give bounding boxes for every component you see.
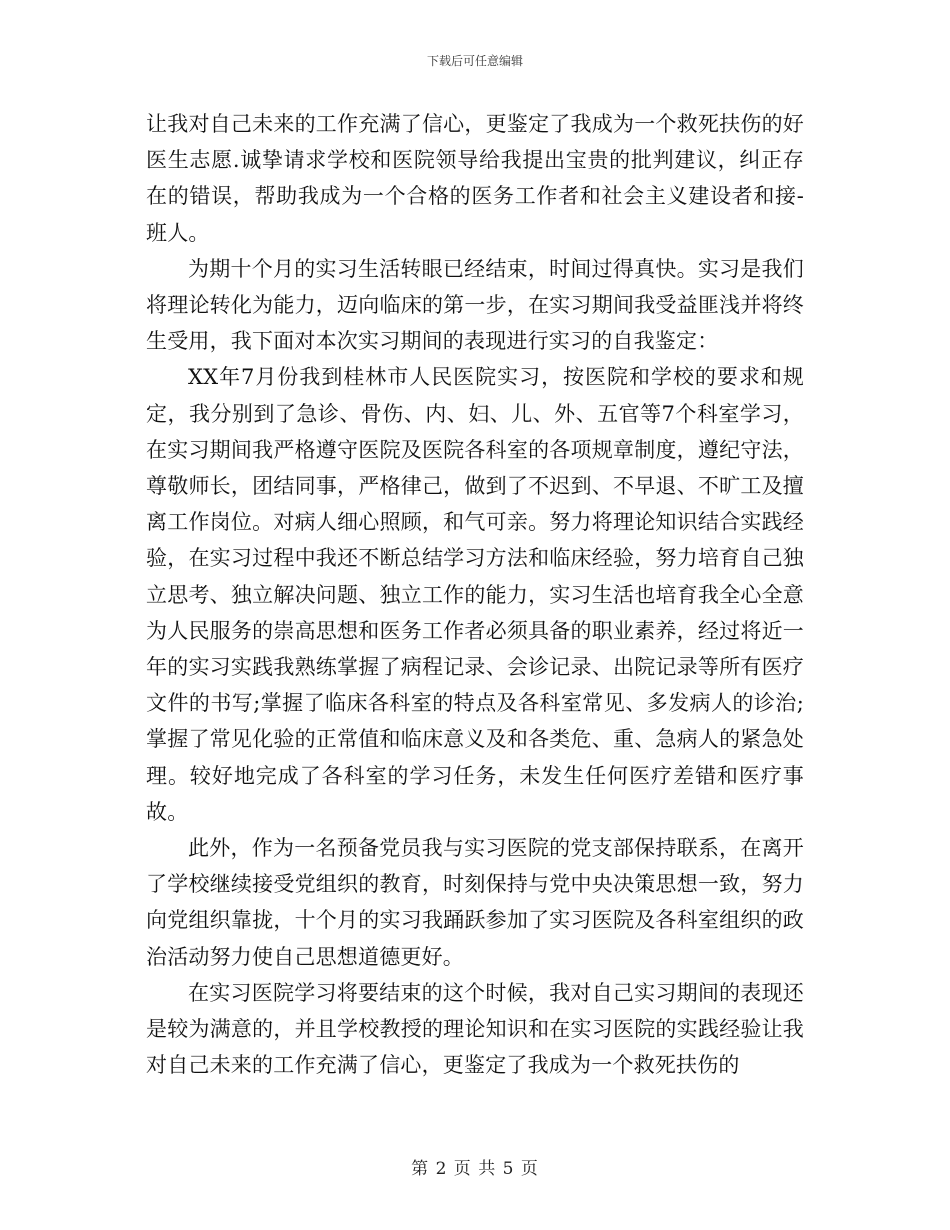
header-note: 下载后可任意编辑	[426, 54, 523, 68]
paragraph-5: 在实习医院学习将要结束的这个时候，我对自己实习期间的表现还是较为满意的，并且学校教授的理论知识和在实习医院的实践经验让我对自己未来的工作充满了信心，更鉴定了我成为一个救死扶伤的	[146, 980, 804, 1078]
paragraph-3: XX年7月份我到桂林市人民医院实习，按医院和学校的要求和规定，我分别到了急诊、骨伤、内、妇、儿、外、五官等7个科室学习，在实习期间我严格遵守医院及医院各科室的各项规章制度，遵纪守法，尊敬师长，团结同事，严格律己，做到了不迟到、不早退、不旷工及擅离工作岗位。对病人细心照顾，和气可亲。努力将理论知识结合实践经验，在实习过程中我还不断总结学习方法和临床经验，努力培育自己独立思考、独立解决问题、独立工作的能力，实习生活也培育我全心全意为人民服务的崇高思想和医务工作者必须具备的职业素养，经过将近一年的实习实践我熟练掌握了病程记录、会诊记录、出院记录等所有医疗文件的书写;掌握了临床各科室的特点及各科室常见、多发病人的诊治;掌握了常见化验的正常值和临床意义及和各类危、重、急病人的紧急处理。较好地完成了各科室的学习任务，未发生任何医疗差错和医疗事故。	[146, 365, 804, 824]
paragraph-2: 为期十个月的实习生活转眼已经结束，时间过得真快。实习是我们将理论转化为能力，迈向临床的第一步，在实习期间我受益匪浅并将终生受用，我下面对本次实习期间的表现进行实习的自我鉴定：	[146, 256, 804, 354]
page-number: 第 2 页 共 5 页	[411, 1159, 539, 1179]
paragraph-4: 此外，作为一名预备党员我与实习医院的党支部保持联系，在离开了学校继续接受党组织的教育，时刻保持与党中央决策思想一致，努力向党组织靠拢，十个月的实习我踊跃参加了实习医院及各科室组织的政治活动努力使自己思想道德更好。	[146, 836, 804, 969]
document-body	[146, 106, 804, 1083]
paragraph-1: 让我对自己未来的工作充满了信心，更鉴定了我成为一个救死扶伤的好医生志愿.诚挚请求学校和医院领导给我提出宝贵的批判建议，纠正存在的错误，帮助我成为一个合格的医务工作者和社会主义建设者和接-班人。	[146, 112, 804, 245]
